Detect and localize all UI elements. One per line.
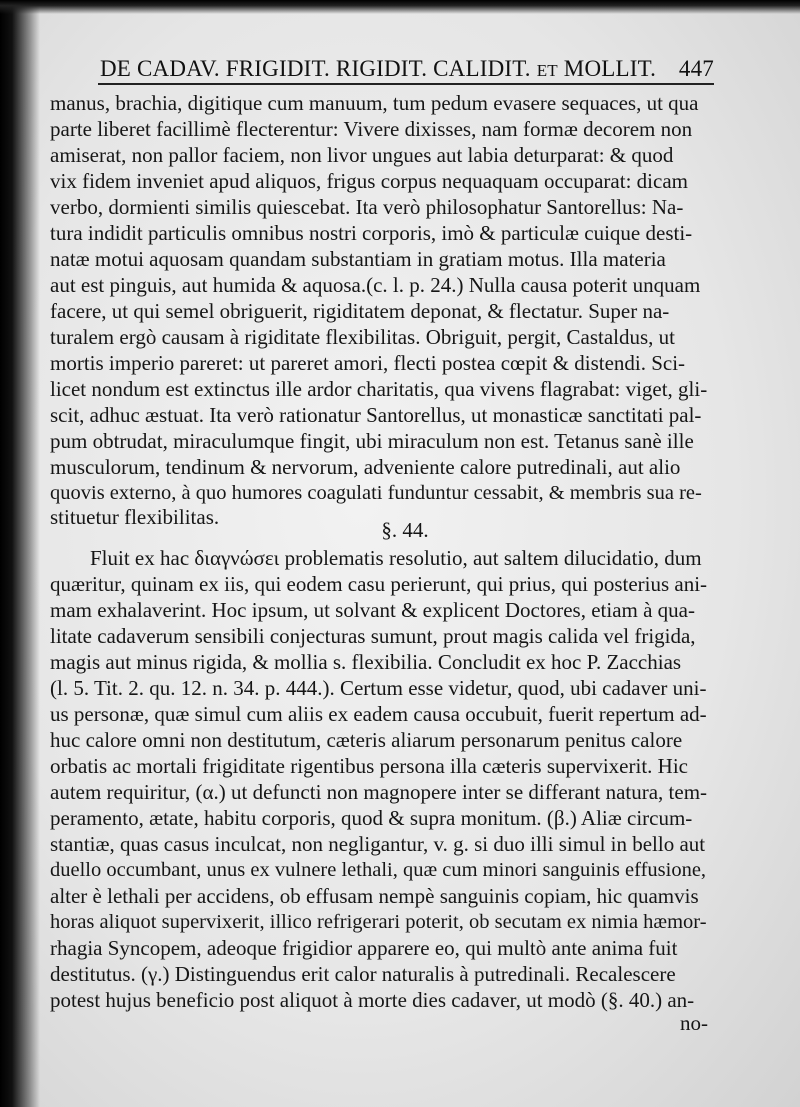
text-line: magis aut minus rigida, & mollia s. flexibilia. Concludit ex hoc P. Zacchias bbox=[50, 650, 682, 674]
text-line: potest hujus beneficio post aliquot à morte dies cadaver, ut modò (§. 40.) an- bbox=[50, 988, 695, 1012]
section-heading: §. 44. bbox=[381, 518, 429, 542]
text-line: (l. 5. Tit. 2. qu. 12. n. 34. p. 444.). Certum esse videtur, quod, ubi cadaver uni- bbox=[50, 676, 707, 700]
text-line: alter è lethali per accidens, ob effusam nempè sanguinis copiam, hic quamvis bbox=[50, 884, 699, 908]
text-line: tura indidit particulis omnibus nostri corporis, imò & particulæ cuique desti- bbox=[50, 221, 693, 245]
text-line: horas aliquot supervixerit, illico refrigerari poterit, ob secutam ex nimia hæmor- bbox=[50, 911, 707, 933]
text-line: autem requiritur, (α.) ut defuncti non magnopere inter se differant natura, tem- bbox=[50, 780, 708, 804]
text-line: us personæ, quæ simul cum aliis ex eadem causa occubuit, fuerit repertum ad- bbox=[50, 702, 707, 726]
text-line: musculorum, tendinum & nervorum, adveniente calore putredinali, aut alio bbox=[50, 455, 681, 479]
text-line: licet nondum est extinctus ille ardor charitatis, qua vivens flagrabat: viget, gli- bbox=[50, 377, 708, 401]
spine-shadow bbox=[0, 0, 40, 1107]
text-line: quæritur, quinam ex iis, qui eodem casu perierunt, qui prius, qui posterius ani- bbox=[50, 572, 708, 596]
text-line: duello occumbant, unus ex vulnere lethali, quæ cum minori sanguinis effusione, bbox=[50, 859, 707, 881]
text-line: stituetur flexibilitas. bbox=[50, 505, 220, 529]
text-line: orbatis ac mortali frigiditate rigentibus persona illa cæteris supervixerit. Hic bbox=[50, 754, 688, 778]
text-line: verbo, dormienti similis quiescebat. Ita verò philosophatur Santorellus: Na- bbox=[50, 195, 684, 219]
text-line: turalem ergò causam à rigiditate flexibilitas. Obriguit, pergit, Castaldus, ut bbox=[50, 325, 675, 349]
text-line: facere, ut qui semel obriguerit, rigiditatem deponat, & flectatur. Super na- bbox=[50, 299, 670, 323]
running-title bbox=[100, 56, 656, 82]
running-title-part-b: MOLLIT. bbox=[557, 56, 657, 81]
text-line: natæ motui aquosam quandam substantiam in gratiam motus. Illa materia bbox=[50, 247, 666, 271]
text-line: vix fidem inveniet apud aliquos, frigus corpus nequaquam occuparat: dicam bbox=[50, 169, 688, 193]
text-line: peramento, ætate, habitu corporis, quod & supra monitum. (β.) Aliæ circum- bbox=[50, 806, 693, 830]
header-rule bbox=[98, 83, 714, 85]
text-line: pum obtrudat, miraculumque fingit, ubi miraculum non est. Tetanus sanè ille bbox=[50, 429, 694, 453]
text-line: destitutus. (γ.) Distinguendus erit calor naturalis à putredinali. Recalescere bbox=[50, 962, 676, 986]
top-edge-shadow bbox=[0, 0, 800, 14]
running-title-et: ET bbox=[536, 61, 558, 80]
running-header bbox=[100, 56, 714, 86]
text-line: rhagia Syncopem, adeoque frigidior apparere eo, qui multò ante anima fuit bbox=[50, 936, 678, 960]
text-line: mam exhalaverint. Hoc ipsum, ut solvant & explicent Doctores, etiam à qua- bbox=[50, 598, 695, 622]
text-line: manus, brachia, digitique cum manuum, tum pedum evasere sequaces, ut qua bbox=[50, 91, 699, 115]
text-line: scit, adhuc æstuat. Ita verò rationatur Santorellus, ut monasticæ sanctitati pal- bbox=[50, 403, 702, 427]
text-line: quovis externo, à quo humores coagulati funduntur cessabit, & membris sua re- bbox=[50, 482, 702, 504]
text-line: mortis imperio pareret: ut pareret amori, flecti postea cœpit & distendi. Sci- bbox=[50, 351, 686, 375]
text-line: Fluit ex hac διαγνώσει problematis resolutio, aut saltem dilucidatio, dum bbox=[90, 546, 702, 570]
page-number: 447 bbox=[678, 56, 714, 81]
running-title-part-a: DE CADAV. FRIGIDIT. RIGIDIT. CALIDIT. bbox=[100, 56, 537, 81]
text-line: litate cadaverum sensibili conjecturas sumunt, prout magis calida vel frigida, bbox=[50, 624, 696, 648]
catchword: no- bbox=[680, 1011, 708, 1035]
text-line: stantiæ, quas casus inculcat, non negligantur, v. g. si duo illi simul in bello aut bbox=[50, 832, 706, 856]
text-line: aut est pinguis, aut humida & aquosa.(c. l. p. 24.) Nulla causa poterit unquam bbox=[50, 273, 701, 297]
text-line: huc calore omni non destitutum, cæteris aliarum personarum penitus calore bbox=[50, 728, 683, 752]
text-line: parte liberet facillimè flecterentur: Vivere dixisses, nam formæ decorem non bbox=[50, 117, 693, 141]
text-line: amiserat, non pallor faciem, non livor ungues aut labia deturparat: & quod bbox=[50, 143, 674, 167]
